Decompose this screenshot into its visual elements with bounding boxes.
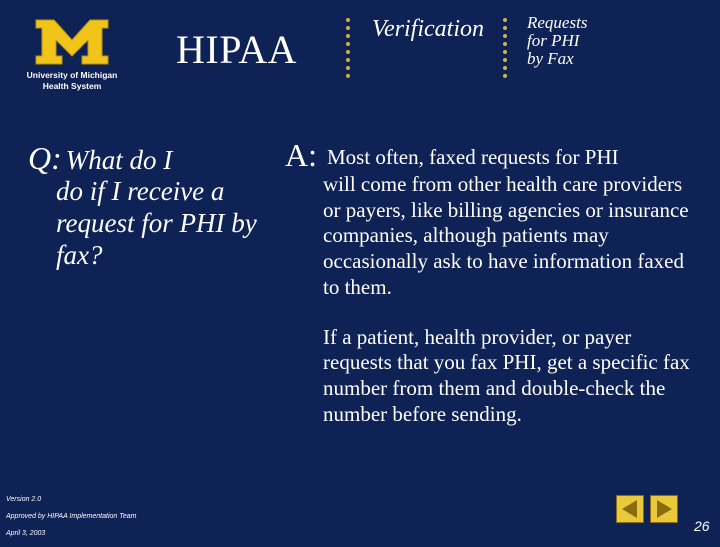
footer-date: April 3, 2003 [6,530,46,537]
answer-first-line: Most often, faxed requests for PHI [327,145,619,169]
header-divider [503,18,507,78]
block-m-icon [34,16,110,68]
forward-button[interactable] [650,495,678,523]
question-first-line: What do I [65,145,173,175]
nav-fax-line: by Fax [527,49,574,68]
footer [6,496,136,547]
nav-fax-line: for PHI [527,31,580,50]
question-text: do if I receive a request for PHI by fax? [56,176,257,270]
nav-link-requests-fax[interactable] [527,14,627,68]
university-logo [22,16,122,94]
answer-paragraph-2: If a patient, health provider, or payer requests that you fax PHI, get a specific fax number from them and double-check the number before sending. [323,324,690,426]
page-number: 26 [694,518,710,534]
question-label: Q: [28,140,62,176]
answer-label: A: [285,137,317,173]
nav-fax-line: Requests [527,13,588,32]
answer-paragraph-1: will come from other health care providers or payers, like billing agencies or insurance companies, although patients may occasionally ask to have information faxed to them. [323,172,689,299]
footer-version: Version 2.0 [6,496,42,503]
question-block [28,140,258,271]
answer-block [285,137,695,427]
logo-university-text: University of Michigan [26,70,118,80]
header-divider [346,18,350,78]
footer-approved: Approved by HIPAA Implementation Team [6,513,137,520]
logo-health-system-text: Health System [42,81,102,91]
nav-link-verification[interactable]: Verification [372,16,484,42]
back-button[interactable] [616,495,644,523]
back-arrow-icon [617,496,643,522]
page-title: HIPAA [176,27,298,72]
forward-arrow-icon [651,496,677,522]
